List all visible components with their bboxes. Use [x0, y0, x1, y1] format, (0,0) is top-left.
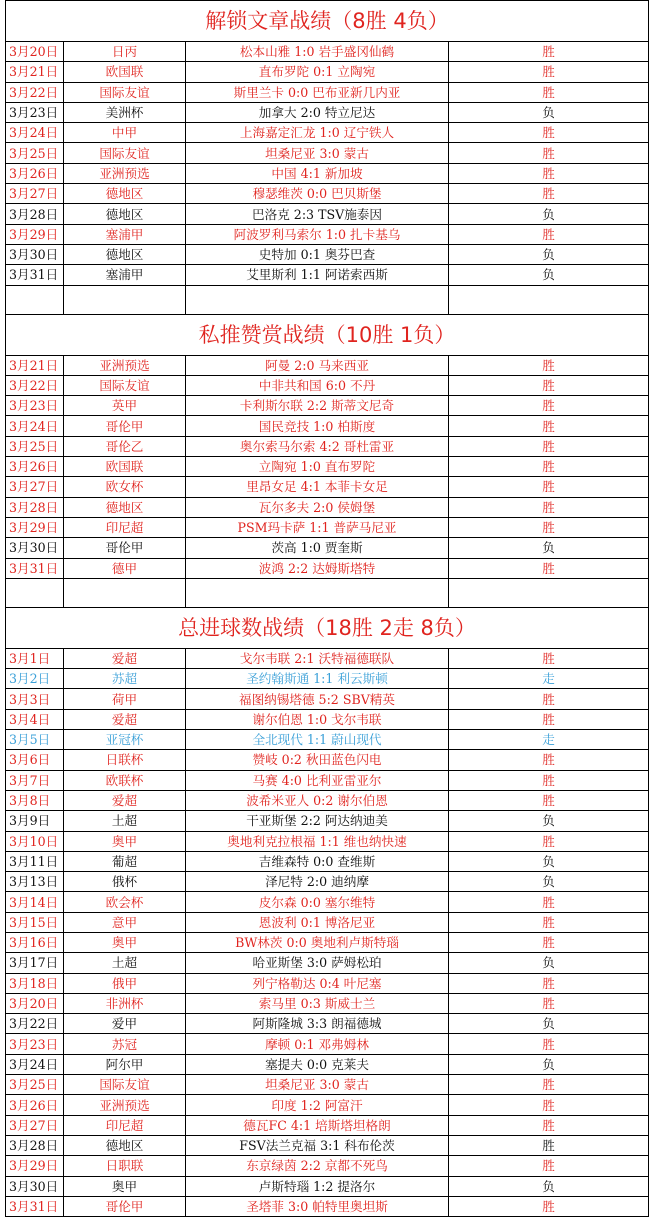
table-row — [6, 1014, 649, 1034]
row-result: 负 — [449, 1176, 649, 1196]
table-row — [6, 244, 649, 264]
row-match: 索马里 0:3 斯威士兰 — [186, 993, 449, 1013]
row-result: 走 — [449, 730, 649, 750]
row-result: 胜 — [449, 709, 649, 729]
table-row — [6, 811, 649, 831]
row-league: 哥伦甲 — [64, 416, 186, 436]
row-date: 3月31日 — [6, 265, 64, 285]
row-date: 3月9日 — [6, 811, 64, 831]
row-result: 胜 — [449, 750, 649, 770]
section-title: 私推赞赏战绩（10胜 1负） — [6, 314, 649, 355]
row-match: 上海嘉定汇龙 1:0 辽宁铁人 — [186, 123, 449, 143]
row-match: 穆瑟维茨 0:0 巴贝斯堡 — [186, 184, 449, 204]
row-match: 戈尔韦联 2:1 沃特福德联队 — [186, 648, 449, 668]
table-row — [6, 669, 649, 689]
table-row — [6, 709, 649, 729]
table-row — [6, 355, 649, 375]
row-date: 3月22日 — [6, 375, 64, 395]
row-result: 胜 — [449, 42, 649, 62]
table-row — [6, 872, 649, 892]
row-league: 欧国联 — [64, 457, 186, 477]
row-league: 亚洲预选 — [64, 355, 186, 375]
row-date: 3月10日 — [6, 831, 64, 851]
row-match: 赞岐 0:2 秋田蓝色闪电 — [186, 750, 449, 770]
row-date: 3月16日 — [6, 932, 64, 952]
row-date: 3月3日 — [6, 689, 64, 709]
row-match: 卢斯特瑙 1:2 提洛尔 — [186, 1176, 449, 1196]
table-row — [6, 184, 649, 204]
table-row — [6, 770, 649, 790]
row-league: 国际友谊 — [64, 82, 186, 102]
row-result: 胜 — [449, 892, 649, 912]
row-result: 胜 — [449, 1135, 649, 1155]
row-date: 3月26日 — [6, 1095, 64, 1115]
row-league: 俄甲 — [64, 973, 186, 993]
row-match: 恩波利 0:1 博洛尼亚 — [186, 912, 449, 932]
row-match: 福图纳锡塔德 5:2 SBV精英 — [186, 689, 449, 709]
row-league: 奥甲 — [64, 1176, 186, 1196]
row-match: 茨高 1:0 贾奎斯 — [186, 538, 449, 558]
row-date: 3月28日 — [6, 204, 64, 224]
row-league: 爱甲 — [64, 1014, 186, 1034]
row-date: 3月27日 — [6, 184, 64, 204]
row-result: 胜 — [449, 1156, 649, 1176]
results-table-body — [6, 0, 649, 1217]
row-league: 爱超 — [64, 790, 186, 810]
row-league: 德地区 — [64, 184, 186, 204]
row-league: 国际友谊 — [64, 375, 186, 395]
row-result: 负 — [449, 1014, 649, 1034]
spacer-cell — [186, 285, 449, 314]
row-league: 欧女杯 — [64, 477, 186, 497]
table-row — [6, 538, 649, 558]
row-result: 走 — [449, 669, 649, 689]
row-match: 斯里兰卡 0:0 巴布亚新几内亚 — [186, 82, 449, 102]
row-league: 印尼超 — [64, 1115, 186, 1135]
row-league: 中甲 — [64, 123, 186, 143]
row-league: 哥伦甲 — [64, 1196, 186, 1216]
row-match: 里昂女足 4:1 本菲卡女足 — [186, 477, 449, 497]
row-league: 哥伦甲 — [64, 538, 186, 558]
row-match: 圣约翰斯通 1:1 利云斯顿 — [186, 669, 449, 689]
spacer-cell — [186, 578, 449, 607]
spacer-cell — [449, 285, 649, 314]
row-league: 俄杯 — [64, 872, 186, 892]
row-league: 塞浦甲 — [64, 224, 186, 244]
row-match: 中非共和国 6:0 不丹 — [186, 375, 449, 395]
table-row — [6, 648, 649, 668]
table-row — [6, 851, 649, 871]
row-result: 胜 — [449, 477, 649, 497]
row-date: 3月30日 — [6, 244, 64, 264]
row-league: 亚洲预选 — [64, 1095, 186, 1115]
row-match: 中国 4:1 新加坡 — [186, 163, 449, 183]
table-row — [6, 224, 649, 244]
row-result: 胜 — [449, 416, 649, 436]
row-result: 胜 — [449, 517, 649, 537]
row-result: 负 — [449, 953, 649, 973]
row-league: 塞浦甲 — [64, 265, 186, 285]
row-date: 3月5日 — [6, 730, 64, 750]
row-match: 马赛 4:0 比利亚雷亚尔 — [186, 770, 449, 790]
row-match: 列宁格勒达 0:4 叶尼塞 — [186, 973, 449, 993]
row-league: 日丙 — [64, 42, 186, 62]
row-date: 3月25日 — [6, 436, 64, 456]
results-table — [5, 0, 649, 1217]
row-date: 3月24日 — [6, 416, 64, 436]
row-league: 欧会杯 — [64, 892, 186, 912]
row-league: 美洲杯 — [64, 102, 186, 122]
row-date: 3月15日 — [6, 912, 64, 932]
table-row — [6, 932, 649, 952]
table-row — [6, 265, 649, 285]
row-date: 3月28日 — [6, 1135, 64, 1155]
row-result: 胜 — [449, 184, 649, 204]
row-league: 奥甲 — [64, 831, 186, 851]
table-row — [6, 892, 649, 912]
row-league: 土超 — [64, 953, 186, 973]
spacer-cell — [449, 578, 649, 607]
row-date: 3月21日 — [6, 62, 64, 82]
row-league: 非洲杯 — [64, 993, 186, 1013]
row-league: 印尼超 — [64, 517, 186, 537]
row-match: 东京绿茵 2:2 京都不死鸟 — [186, 1156, 449, 1176]
table-row — [6, 42, 649, 62]
section-title-row — [6, 1, 649, 42]
table-row — [6, 457, 649, 477]
row-league: 荷甲 — [64, 689, 186, 709]
row-date: 3月30日 — [6, 1176, 64, 1196]
row-league: 德地区 — [64, 1135, 186, 1155]
row-match: 阿曼 2:0 马来西亚 — [186, 355, 449, 375]
row-league: 英甲 — [64, 396, 186, 416]
row-result: 负 — [449, 1054, 649, 1074]
row-league: 爱超 — [64, 709, 186, 729]
row-date: 3月21日 — [6, 355, 64, 375]
row-league: 德地区 — [64, 204, 186, 224]
row-league: 德甲 — [64, 558, 186, 578]
row-league: 亚冠杯 — [64, 730, 186, 750]
row-result: 胜 — [449, 831, 649, 851]
table-row — [6, 993, 649, 1013]
row-league: 国际友谊 — [64, 1075, 186, 1095]
row-result: 负 — [449, 204, 649, 224]
row-date: 3月6日 — [6, 750, 64, 770]
section-title: 总进球数战绩（18胜 2走 8负） — [6, 607, 649, 648]
row-league: 土超 — [64, 811, 186, 831]
row-match: 瓦尔多夫 2:0 侯姆堡 — [186, 497, 449, 517]
row-result: 胜 — [449, 224, 649, 244]
row-result: 负 — [449, 872, 649, 892]
row-match: 德瓦FC 4:1 培斯塔坦格朗 — [186, 1115, 449, 1135]
table-row — [6, 204, 649, 224]
row-match: 松本山雅 1:0 岩手盛冈仙鹤 — [186, 42, 449, 62]
row-match: 史特加 0:1 奥芬巴查 — [186, 244, 449, 264]
row-result: 胜 — [449, 123, 649, 143]
row-date: 3月27日 — [6, 1115, 64, 1135]
table-row — [6, 1034, 649, 1054]
row-match: 立陶宛 1:0 直布罗陀 — [186, 457, 449, 477]
spacer-cell — [64, 578, 186, 607]
table-row — [6, 62, 649, 82]
row-date: 3月31日 — [6, 558, 64, 578]
row-league: 欧国联 — [64, 62, 186, 82]
row-league: 德地区 — [64, 497, 186, 517]
section-spacer — [6, 285, 649, 314]
row-match: 艾里斯利 1:1 阿诺索西斯 — [186, 265, 449, 285]
row-result: 胜 — [449, 770, 649, 790]
row-league: 葡超 — [64, 851, 186, 871]
table-row — [6, 517, 649, 537]
table-row — [6, 1115, 649, 1135]
row-date: 3月7日 — [6, 770, 64, 790]
row-result: 胜 — [449, 497, 649, 517]
table-row — [6, 123, 649, 143]
row-league: 日联杯 — [64, 750, 186, 770]
row-result: 胜 — [449, 62, 649, 82]
row-result: 胜 — [449, 932, 649, 952]
row-date: 3月24日 — [6, 1054, 64, 1074]
row-match: 国民竞技 1:0 柏斯度 — [186, 416, 449, 436]
row-result: 负 — [449, 265, 649, 285]
table-row — [6, 973, 649, 993]
table-row — [6, 375, 649, 395]
row-result: 胜 — [449, 457, 649, 477]
row-league: 苏超 — [64, 669, 186, 689]
row-date: 3月22日 — [6, 82, 64, 102]
section-spacer — [6, 578, 649, 607]
row-match: 奥地利克拉根福 1:1 维也纳快速 — [186, 831, 449, 851]
row-result: 负 — [449, 538, 649, 558]
table-row — [6, 1156, 649, 1176]
row-match: 阿波罗利马索尔 1:0 扎卡基乌 — [186, 224, 449, 244]
row-result: 负 — [449, 244, 649, 264]
section-title-row — [6, 607, 649, 648]
row-result: 胜 — [449, 1115, 649, 1135]
row-date: 3月31日 — [6, 1196, 64, 1216]
row-date: 3月30日 — [6, 538, 64, 558]
row-match: 谢尔伯恩 1:0 戈尔韦联 — [186, 709, 449, 729]
row-league: 爱超 — [64, 648, 186, 668]
row-match: 全北现代 1:1 蔚山现代 — [186, 730, 449, 750]
row-league: 哥伦乙 — [64, 436, 186, 456]
row-date: 3月28日 — [6, 497, 64, 517]
table-row — [6, 1135, 649, 1155]
row-date: 3月27日 — [6, 477, 64, 497]
row-date: 3月17日 — [6, 953, 64, 973]
table-row — [6, 1075, 649, 1095]
row-match: PSM玛卡萨 1:1 普萨马尼亚 — [186, 517, 449, 537]
section-title-row — [6, 314, 649, 355]
row-match: 吉维森特 0:0 查维斯 — [186, 851, 449, 871]
row-match: 巴洛克 2:3 TSV施泰因 — [186, 204, 449, 224]
row-match: 泽尼特 2:0 迪纳摩 — [186, 872, 449, 892]
row-result: 胜 — [449, 355, 649, 375]
row-match: 加拿大 2:0 特立尼达 — [186, 102, 449, 122]
row-date: 3月24日 — [6, 123, 64, 143]
row-date: 3月18日 — [6, 973, 64, 993]
row-result: 负 — [449, 102, 649, 122]
row-date: 3月26日 — [6, 457, 64, 477]
table-row — [6, 436, 649, 456]
row-match: BW林茨 0:0 奥地利卢斯特瑙 — [186, 932, 449, 952]
table-row — [6, 912, 649, 932]
row-date: 3月25日 — [6, 1075, 64, 1095]
row-match: 奥尔索马尔索 4:2 哥杜雷亚 — [186, 436, 449, 456]
row-match: 阿斯隆城 3:3 朗福德城 — [186, 1014, 449, 1034]
row-date: 3月29日 — [6, 517, 64, 537]
row-league: 意甲 — [64, 912, 186, 932]
row-result: 胜 — [449, 558, 649, 578]
spacer-cell — [6, 285, 64, 314]
row-date: 3月4日 — [6, 709, 64, 729]
row-date: 3月11日 — [6, 851, 64, 871]
table-row — [6, 1054, 649, 1074]
table-row — [6, 143, 649, 163]
row-date: 3月20日 — [6, 42, 64, 62]
row-result: 胜 — [449, 163, 649, 183]
table-row — [6, 477, 649, 497]
row-result: 胜 — [449, 1075, 649, 1095]
row-match: 波希米亚人 0:2 谢尔伯恩 — [186, 790, 449, 810]
row-match: 印度 1:2 阿富汗 — [186, 1095, 449, 1115]
row-match: 皮尔森 0:0 塞尔维特 — [186, 892, 449, 912]
row-result: 胜 — [449, 973, 649, 993]
row-date: 3月8日 — [6, 790, 64, 810]
table-row — [6, 689, 649, 709]
row-result: 胜 — [449, 993, 649, 1013]
table-row — [6, 1095, 649, 1115]
row-result: 胜 — [449, 689, 649, 709]
row-date: 3月14日 — [6, 892, 64, 912]
row-match: 波鸿 2:2 达姆斯塔特 — [186, 558, 449, 578]
row-match: 干亚斯堡 2:2 阿达纳迪美 — [186, 811, 449, 831]
table-row — [6, 1176, 649, 1196]
row-league: 亚洲预选 — [64, 163, 186, 183]
table-row — [6, 730, 649, 750]
row-date: 3月23日 — [6, 396, 64, 416]
row-match: FSV法兰克福 3:1 科布伦茨 — [186, 1135, 449, 1155]
table-row — [6, 558, 649, 578]
row-result: 胜 — [449, 375, 649, 395]
row-league: 国际友谊 — [64, 143, 186, 163]
row-date: 3月26日 — [6, 163, 64, 183]
row-league: 日职联 — [64, 1156, 186, 1176]
row-match: 摩顿 0:1 邓弗姆林 — [186, 1034, 449, 1054]
row-result: 胜 — [449, 912, 649, 932]
row-date: 3月29日 — [6, 1156, 64, 1176]
row-date: 3月23日 — [6, 102, 64, 122]
row-league: 德地区 — [64, 244, 186, 264]
row-result: 胜 — [449, 436, 649, 456]
row-result: 胜 — [449, 396, 649, 416]
table-row — [6, 790, 649, 810]
row-league: 欧联杯 — [64, 770, 186, 790]
row-result: 胜 — [449, 648, 649, 668]
spacer-cell — [6, 578, 64, 607]
row-result: 胜 — [449, 143, 649, 163]
table-row — [6, 396, 649, 416]
row-league: 苏冠 — [64, 1034, 186, 1054]
table-row — [6, 102, 649, 122]
row-date: 3月20日 — [6, 993, 64, 1013]
table-row — [6, 953, 649, 973]
row-match: 圣塔菲 3:0 帕特里奥坦斯 — [186, 1196, 449, 1216]
row-result: 负 — [449, 811, 649, 831]
table-row — [6, 831, 649, 851]
table-row — [6, 163, 649, 183]
row-date: 3月23日 — [6, 1034, 64, 1054]
row-result: 胜 — [449, 1196, 649, 1216]
row-match: 卡利斯尔联 2:2 斯蒂文尼奇 — [186, 396, 449, 416]
row-match: 坦桑尼亚 3:0 蒙古 — [186, 143, 449, 163]
row-league: 阿尔甲 — [64, 1054, 186, 1074]
row-date: 3月29日 — [6, 224, 64, 244]
spacer-cell — [64, 285, 186, 314]
table-row — [6, 750, 649, 770]
row-result: 胜 — [449, 1095, 649, 1115]
row-date: 3月25日 — [6, 143, 64, 163]
row-match: 塞提夫 0:0 克莱夫 — [186, 1054, 449, 1074]
section-title: 解锁文章战绩（8胜 4负） — [6, 1, 649, 42]
row-date: 3月1日 — [6, 648, 64, 668]
row-date: 3月22日 — [6, 1014, 64, 1034]
row-match: 坦桑尼亚 3:0 蒙古 — [186, 1075, 449, 1095]
row-match: 直布罗陀 0:1 立陶宛 — [186, 62, 449, 82]
table-row — [6, 416, 649, 436]
row-league: 奥甲 — [64, 932, 186, 952]
row-result: 胜 — [449, 790, 649, 810]
row-result: 负 — [449, 851, 649, 871]
table-row — [6, 1196, 649, 1216]
table-row — [6, 497, 649, 517]
row-date: 3月13日 — [6, 872, 64, 892]
row-match: 哈亚斯堡 3:0 萨姆松珀 — [186, 953, 449, 973]
row-date: 3月2日 — [6, 669, 64, 689]
row-result: 胜 — [449, 82, 649, 102]
row-result: 胜 — [449, 1034, 649, 1054]
table-row — [6, 82, 649, 102]
